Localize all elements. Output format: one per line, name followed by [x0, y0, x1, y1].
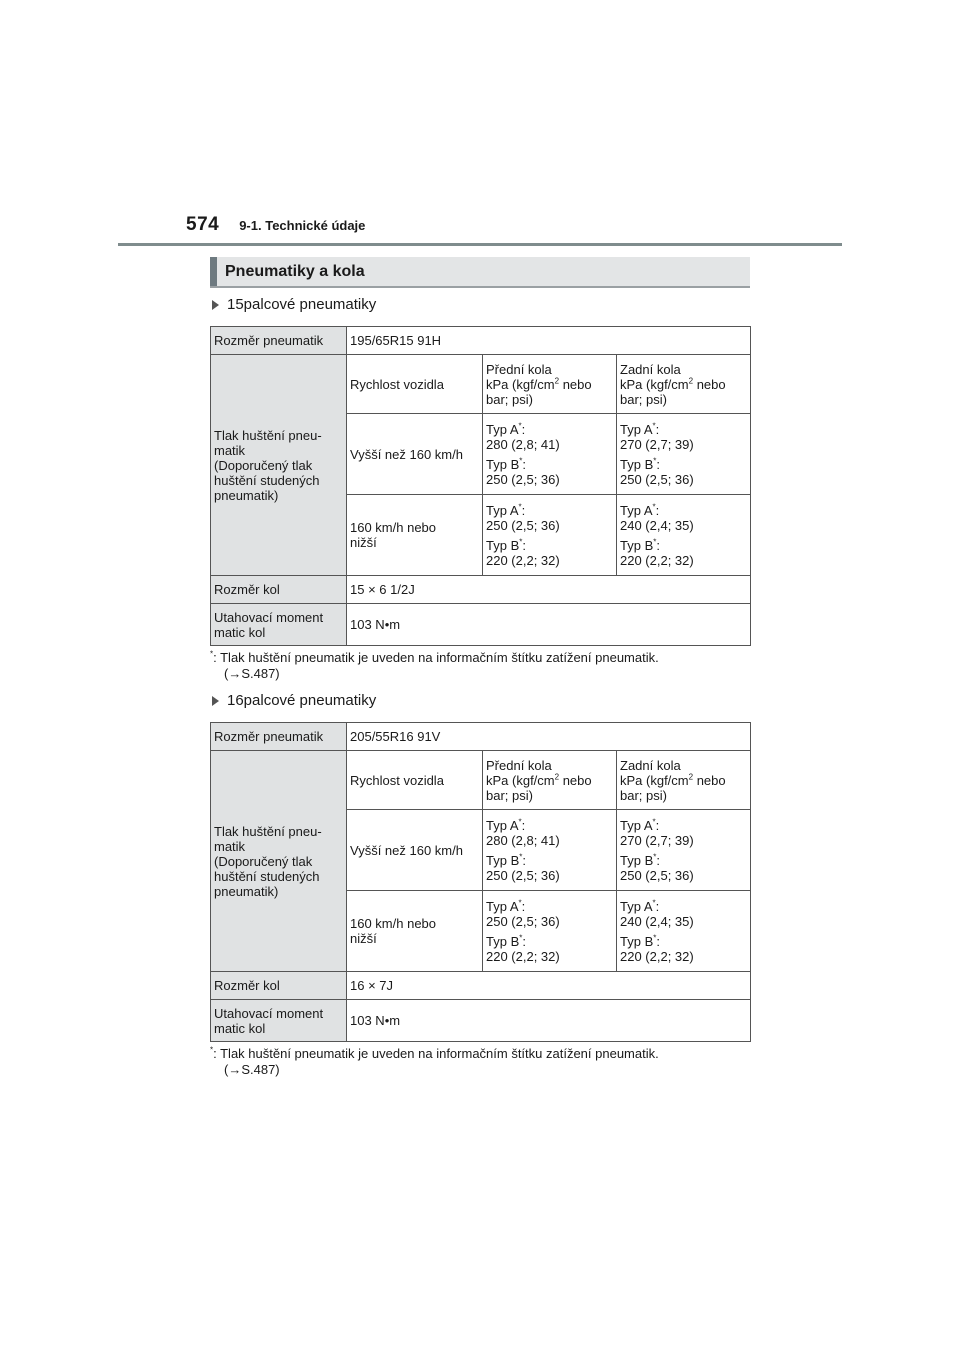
- header-line: kPa ($kgf/cm^2$ nebo: [620, 772, 726, 788]
- header-line: Přední kola: [486, 361, 552, 377]
- torque-label: Utahovací moment matic kol: [211, 604, 347, 646]
- triangle-bullet-icon: [212, 300, 219, 310]
- torque-label: Utahovací moment matic kol: [211, 1000, 347, 1042]
- header-line: Přední kola: [486, 757, 552, 773]
- section-reference: 9-1. Technické údaje: [239, 218, 366, 233]
- wheel-size-value: 15 × 6 1/2J: [347, 576, 751, 604]
- speed-value: 160 km/h nebo nižší: [347, 495, 483, 576]
- torque-value: 103 N•m: [347, 1000, 751, 1042]
- tire-size-label: Rozměr pneumatik: [211, 723, 347, 751]
- front-wheels-header: [483, 355, 617, 414]
- front-pressure-cell: Typ A*: 250 (2,5; 36) Typ B*: 220 (2,2; 32): [483, 495, 617, 576]
- pressure-label-line: huštění studených: [214, 868, 320, 884]
- table-row: [211, 604, 751, 646]
- rear-wheels-header: [617, 355, 751, 414]
- pressure-label-line: matik: [214, 838, 246, 854]
- subheading-16in: [212, 692, 376, 709]
- header-line: bar; psi): [620, 391, 667, 407]
- rear-pressure-cell: Typ A*: 270 (2,7; 39) Typ B*: 250 (2,5; 36): [617, 810, 751, 891]
- speed-value: Vyšší než 160 km/h: [347, 810, 483, 891]
- tire-size-label: Rozměr pneumatik: [211, 327, 347, 355]
- header-line: bar; psi): [486, 787, 533, 803]
- torque-value: 103 N•m: [347, 604, 751, 646]
- speed-value: 160 km/h nebo nižší: [347, 891, 483, 972]
- pressure-label-line: (Doporučený tlak: [214, 457, 313, 473]
- triangle-bullet-icon: [212, 696, 219, 706]
- pressure-label-line: (Doporučený tlak: [214, 853, 313, 869]
- wheel-size-value: 16 × 7J: [347, 972, 751, 1000]
- rear-pressure-cell: Typ A*: 240 (2,4; 35) Typ B*: 220 (2,2; 32): [617, 495, 751, 576]
- tire-table-15in: [210, 326, 751, 646]
- header-line: kPa ($kgf/cm^2$ nebo: [620, 376, 726, 392]
- speed-header: Rychlost vozidla: [347, 751, 483, 810]
- front-pressure-cell: Typ A*: 250 (2,5; 36) Typ B*: 220 (2,2; 32): [483, 891, 617, 972]
- page-number: 574: [186, 214, 220, 235]
- table-row: [211, 723, 751, 751]
- rear-pressure-cell: Typ A*: 270 (2,7; 39) Typ B*: 250 (2,5; 36): [617, 414, 751, 495]
- footnote-16in: *: Tlak huštění pneumatik je uveden na informačním štítku zatížení pneumatik. (→S.487): [210, 1045, 659, 1077]
- header-line: Zadní kola: [620, 757, 681, 773]
- footnote-15in: *: Tlak huštění pneumatik je uveden na informačním štítku zatížení pneumatik. (→S.487): [210, 649, 659, 681]
- pressure-label-line: pneumatik): [214, 487, 279, 503]
- table-row: [211, 576, 751, 604]
- header-line: kPa ($kgf/cm^2$ nebo: [486, 376, 592, 392]
- header-line: Zadní kola: [620, 361, 681, 377]
- front-pressure-cell: Typ A*: 280 (2,8; 41) Typ B*: 250 (2,5; 36): [483, 414, 617, 495]
- subheading-text: 16palcové pneumatiky: [227, 692, 377, 709]
- front-wheels-header: [483, 751, 617, 810]
- table-row: [211, 327, 751, 355]
- tire-table-16in: [210, 722, 751, 1042]
- pressure-label: [211, 751, 347, 972]
- subheading-text: 15palcové pneumatiky: [227, 296, 377, 313]
- pressure-label-line: huštění studených: [214, 472, 320, 488]
- pressure-label-line: pneumatik): [214, 883, 279, 899]
- header-line: kPa ($kgf/cm^2$ nebo: [486, 772, 592, 788]
- section-title: Pneumatiky a kola: [225, 262, 365, 280]
- pressure-label-line: Tlak huštění pneu-: [214, 427, 322, 443]
- header-divider: [118, 243, 842, 246]
- table-row: [211, 972, 751, 1000]
- page-header: [186, 214, 365, 236]
- table-row: [211, 1000, 751, 1042]
- header-line: bar; psi): [620, 787, 667, 803]
- section-title-box: [210, 257, 750, 288]
- wheel-size-label: Rozměr kol: [211, 576, 347, 604]
- tire-size-value: 205/55R16 91V: [347, 723, 751, 751]
- header-line: bar; psi): [486, 391, 533, 407]
- speed-header: Rychlost vozidla: [347, 355, 483, 414]
- subheading-15in: [212, 296, 376, 313]
- front-pressure-cell: Typ A*: 280 (2,8; 41) Typ B*: 250 (2,5; 36): [483, 810, 617, 891]
- wheel-size-label: Rozměr kol: [211, 972, 347, 1000]
- rear-pressure-cell: Typ A*: 240 (2,4; 35) Typ B*: 220 (2,2; 32): [617, 891, 751, 972]
- pressure-label: [211, 355, 347, 576]
- pressure-label-line: Tlak huštění pneu-: [214, 823, 322, 839]
- speed-value: Vyšší než 160 km/h: [347, 414, 483, 495]
- rear-wheels-header: [617, 751, 751, 810]
- section-title-accent: [210, 257, 217, 286]
- tire-size-value: 195/65R15 91H: [347, 327, 751, 355]
- table-row: [211, 355, 751, 414]
- table-row: [211, 751, 751, 810]
- pressure-label-line: matik: [214, 442, 246, 458]
